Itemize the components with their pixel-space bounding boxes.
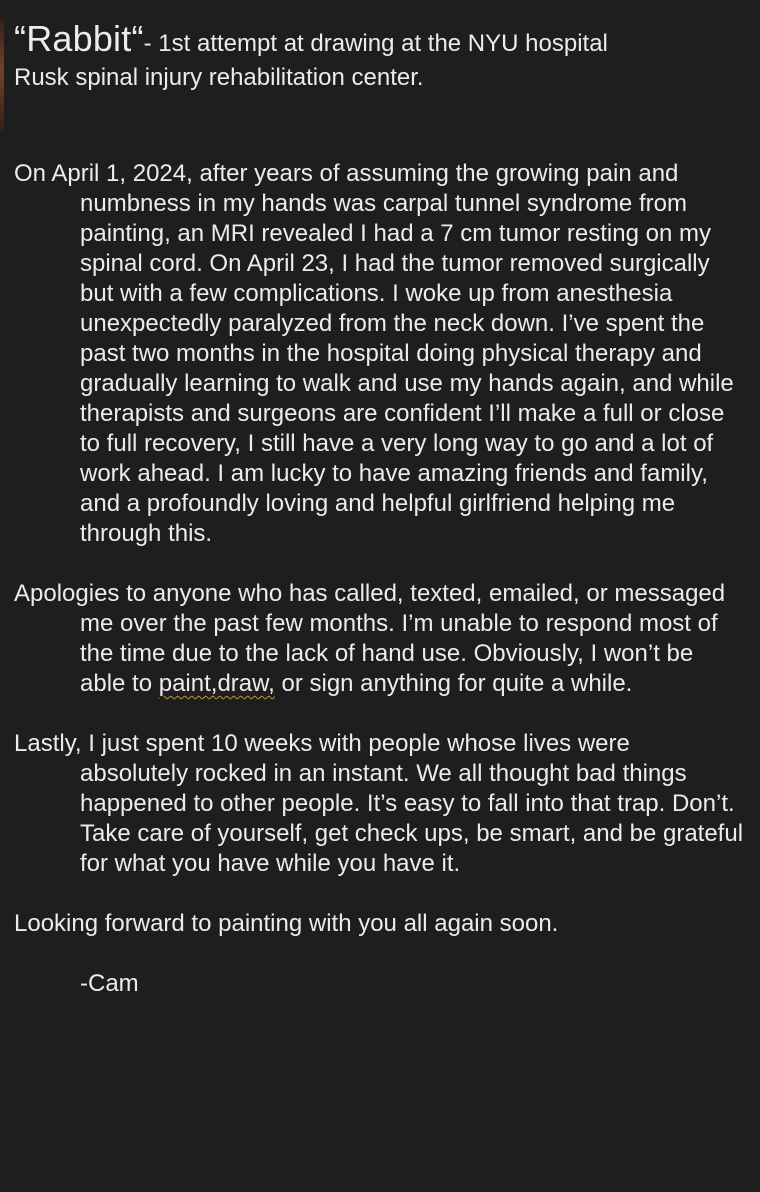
note-body[interactable] [14,18,744,999]
spellcheck-flagged-word[interactable]: paint,draw, [158,670,275,697]
note-title-line [14,18,744,61]
note-title-line-2: Rusk spinal injury rehabilitation center. [14,64,424,91]
paragraph-apologies [14,579,744,699]
paragraph-apologies-text-end: or sign anything for quite a while. [274,670,633,697]
paragraph-closing: Looking forward to painting with you all again soon. [14,910,559,937]
signature: -Cam [80,970,139,997]
note-title: “Rabbit“ [14,18,144,59]
note-title-suffix: - 1st attempt at drawing at the NYU hospital [143,30,608,57]
paragraph-apologies-text-start: Apologies to anyone who has called, texted, emailed, or messaged me over the past few months. I’m unable to respond most of the time due to the lack of hand use. Obviously, I won’t be able to [14,580,726,697]
paragraph-lastly: Lastly, I just spent 10 weeks with people whose lives were absolutely rocked in an instant. We all thought bad things happened to other people. It’s easy to fall into that trap. Don’t. Take care of yourself, get check ups, be smart, and be grateful for what you have while you have it. [14,730,744,877]
paragraph-diagnosis: On April 1, 2024, after years of assuming the growing pain and numbness in my hands was carpal tunnel syndrome from painting, an MRI revealed I had a 7 cm tumor resting on my spinal cord. On April 23, I had the tumor removed surgically but with a few complications. I woke up from anesthesia unexpectedly paralyzed from the neck down. I’ve spent the past two months in the hospital doing physical therapy and gradually learning to walk and use my hands again, and while therapists and surgeons are confident I’ll make a full or close to full recovery, I still have a very long way to go and a lot of work ahead. I am lucky to have amazing friends and family, and a profoundly loving and helpful girlfriend helping me through this. [14,160,734,547]
window-edge-accent [0,20,4,130]
